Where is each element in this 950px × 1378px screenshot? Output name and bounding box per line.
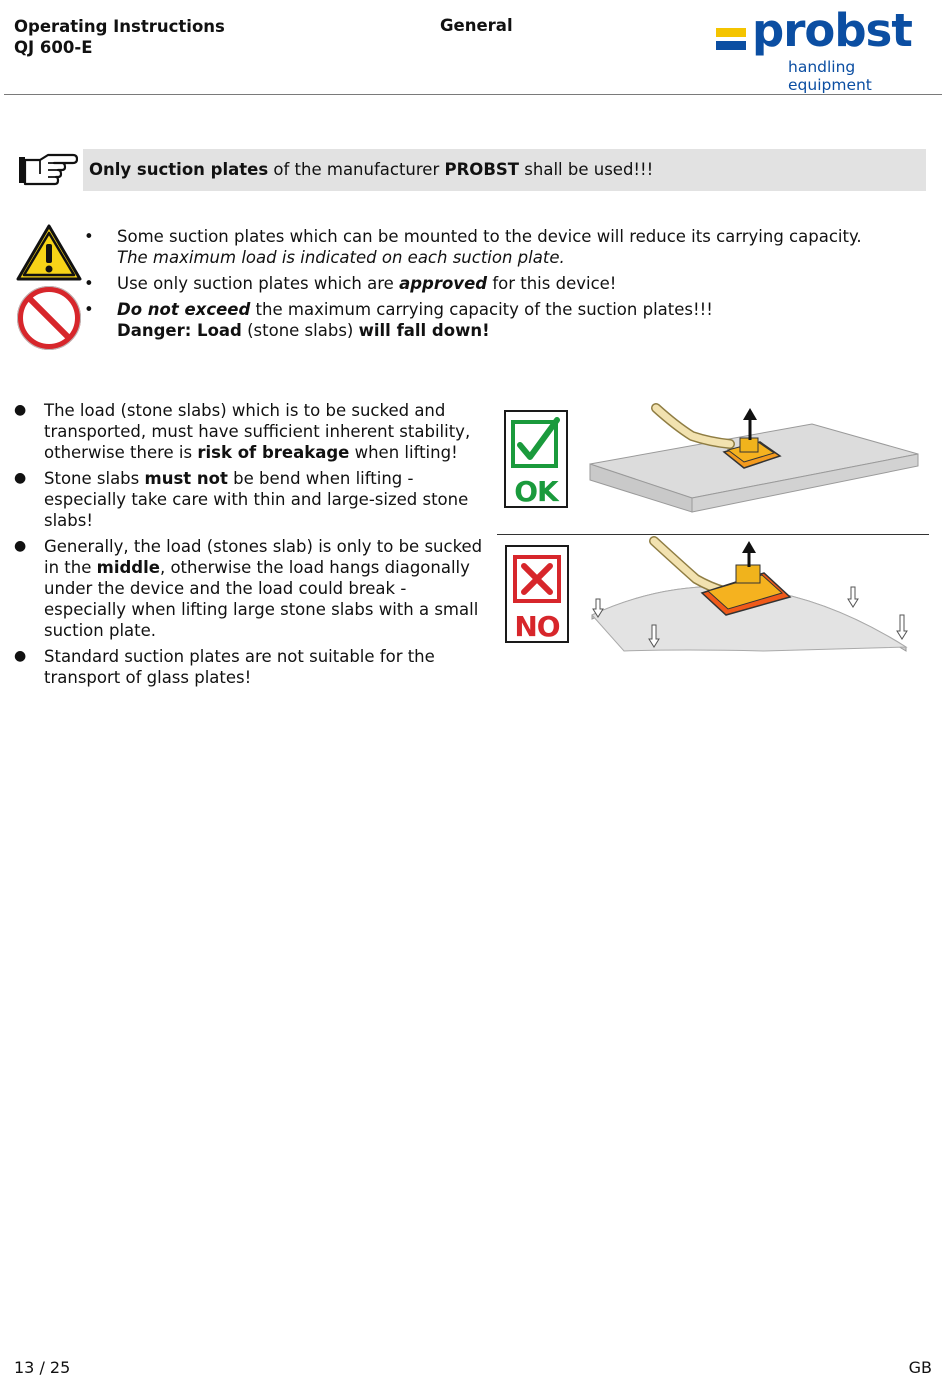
notice-part1: Only suction plates [89,160,269,179]
warning-list [84,226,924,346]
ok-label: OK [514,475,558,508]
rule-item: ● Generally, the load (stones slab) is only to be sucked in the middle, otherwise the load hangs diagonally under the device and the load could break - especially when lifting large stone slabs with a small suction plate. [14,537,483,640]
no-badge [505,545,569,643]
bullet-icon: ● [14,402,27,418]
rule-item: ● The load (stone slabs) which is to be sucked and transported, must have sufficient inherent stability, otherwise there is risk of breakage when lifting! [14,401,471,462]
notice-part2: of the manufacturer [268,160,445,179]
bullet-icon: ● [14,470,27,486]
logo-yellow-bar [716,28,746,37]
warning-triangle-icon [16,224,82,282]
bullet-icon: ● [14,538,27,554]
prohibition-icon [17,286,81,350]
rule-item: ● Stone slabs must not be bend when lifting - especially take care with thin and large-sized stone slabs! [14,469,469,530]
warning-item: • Some suction plates which can be mounted to the device will reduce its carrying capacity. The maximum load is indicated on each suction plate. [84,227,862,267]
language-code: GB [908,1358,932,1377]
warning-item: • Do not exceed the maximum carrying capacity of the suction plates!!! Danger: Load (stone slabs) will fall down! [84,300,713,340]
notice-part3: PROBST [444,160,520,179]
logo-blue-bar [716,41,746,50]
bullet-icon: ● [14,648,27,664]
logo-subtitle: handling equipment [788,58,872,94]
cross-icon [512,552,562,604]
document-header [14,16,225,58]
document-title: Operating Instructions [14,17,225,36]
page-number: 13 / 25 [14,1358,71,1377]
rule-item: ● Standard suction plates are not suitable for the transport of glass plates! [14,647,435,687]
notice-part4: shall be used!!! [519,160,654,179]
checkmark-icon [511,417,561,469]
flat-slab-lifting-illustration [584,402,924,520]
model-number: QJ 600-E [14,38,93,57]
probst-logo [714,4,934,94]
logo-word: probst [752,4,912,57]
no-label: NO [514,610,560,643]
notice-box [83,149,926,191]
bent-slab-lifting-illustration [584,535,924,655]
ok-badge [504,410,568,508]
bullet-icon: • [84,300,94,319]
notice-text [89,160,653,179]
bullet-icon: • [84,227,94,246]
warning-item: • Use only suction plates which are approved for this device! [84,274,617,293]
handling-rules-list [14,400,489,693]
bullet-icon: • [84,274,94,293]
section-title: General [440,16,513,35]
header-divider [4,94,942,95]
pointing-hand-icon [18,152,78,190]
